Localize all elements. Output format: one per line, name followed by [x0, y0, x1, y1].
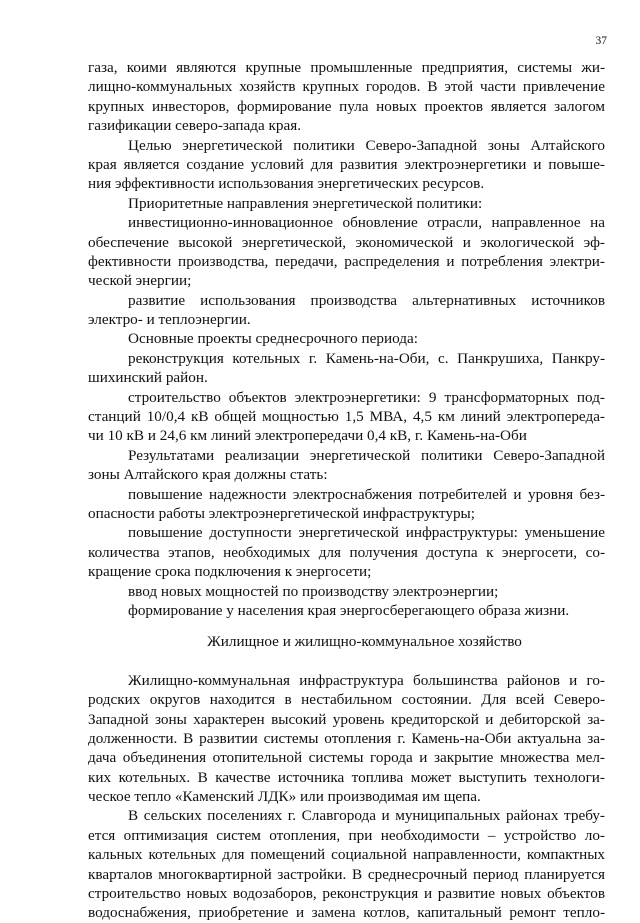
text-line: кварталов многоквартирной застройки. В среднесрочный период планируется	[88, 865, 605, 883]
document-body	[88, 58, 605, 923]
text-line: родских округов находится в нестабильном состоянии. Для всей Северо-	[88, 691, 605, 709]
text-line: водоснабжения, приобретение и замена котлов, капитальный ремонт тепло-	[88, 904, 605, 922]
text-line: шихинский район.	[88, 369, 208, 387]
text-line: ких котельных. В качестве источника топлива может выступить технологи-	[88, 768, 605, 786]
text-line: ввод новых мощностей по производству электроэнергии;	[128, 582, 499, 600]
text-line: Целью энергетической политики Северо-Западной зоны Алтайского	[128, 136, 605, 154]
text-line: Основные проекты среднесрочного периода:	[128, 330, 418, 348]
text-line: формирование у населения края энергосберегающего образа жизни.	[128, 601, 570, 619]
text-line: повышение надежности электроснабжения потребителей и уровня без-	[128, 485, 605, 503]
text-line: опасности работы электроэнергетической инфраструктуры;	[88, 504, 475, 522]
text-line: В сельских поселениях г. Славгорода и муниципальных районах требу-	[128, 807, 605, 825]
text-line: инвестиционно-инновационное обновление отрасли, направленное на	[128, 214, 605, 232]
text-line: развитие использования производства альтернативных источников	[128, 291, 605, 309]
text-line: дача объединения отопительной системы города и закрытие множества мел-	[88, 749, 605, 767]
section-heading: Жилищное и жилищно-коммунальное хозяйство	[207, 633, 522, 651]
text-line: Жилищно-коммунальная инфраструктура большинства районов и го-	[128, 671, 605, 689]
text-line: ческой энергии;	[88, 272, 192, 290]
text-line: ческое тепло «Каменский ЛДК» или производимая им щепа.	[88, 788, 481, 806]
text-line: кальных котельных для помещений социальной направленности, компактных	[88, 846, 605, 864]
text-line: крупных инвесторов, формирование пула новых проектов является залогом	[88, 97, 605, 115]
text-line: обеспечение высокой энергетической, экономической и экологической эф-	[88, 233, 605, 251]
text-line: края является создание условий для развития электроэнергетики и повыше-	[88, 155, 605, 173]
text-line: строительство объектов электроэнергетики: 9 трансформаторных под-	[128, 388, 605, 406]
text-line: ния эффективности использования энергетических ресурсов.	[88, 175, 485, 193]
page-number: 37	[595, 35, 607, 47]
text-line: Приоритетные направления энергетической политики:	[128, 194, 483, 212]
text-line: строительство новых водозаборов, реконструкция и развитие новых объектов	[88, 885, 605, 903]
text-line: зоны Алтайского края должны стать:	[88, 466, 328, 484]
text-line: долженности. В развитии системы отопления г. Камень-на-Оби актуальна за-	[88, 729, 605, 747]
text-line: чи 10 кВ и 24,6 км линий электропередачи 0,4 кВ, г. Камень-на-Оби	[88, 427, 527, 445]
text-line: Западной зоны характерен высокий уровень кредиторской и дебиторской за-	[88, 710, 605, 728]
text-line: повышение доступности энергетической инфраструктуры: уменьшение	[128, 524, 605, 542]
text-line: реконструкция котельных г. Камень-на-Оби, с. Панкрушиха, Панкру-	[128, 349, 605, 367]
text-line: кращение срока подключения к энергосети;	[88, 563, 372, 581]
text-line: газификации северо-запада края.	[88, 117, 302, 135]
text-line: лищно-коммунальных хозяйств крупных городов. В этой части привлечение	[88, 78, 605, 96]
text-line: газа, коими являются крупные промышленные предприятия, системы жи-	[88, 59, 605, 76]
text-line: Результатами реализации энергетической политики Северо-Западной	[128, 446, 605, 464]
text-line: количества этапов, необходимых для получения доступа к энергосети, со-	[88, 543, 605, 561]
text-line: электро- и теплоэнергии.	[88, 311, 251, 329]
text-line: фективности производства, передачи, распределения и потребления электри-	[88, 252, 605, 270]
text-line: ется оптимизация систем отопления, при необходимости – устройство ло-	[88, 826, 605, 844]
text-line: станций 10/0,4 кВ общей мощностью 1,5 МВА, 4,5 км линий электропереда-	[88, 408, 605, 426]
